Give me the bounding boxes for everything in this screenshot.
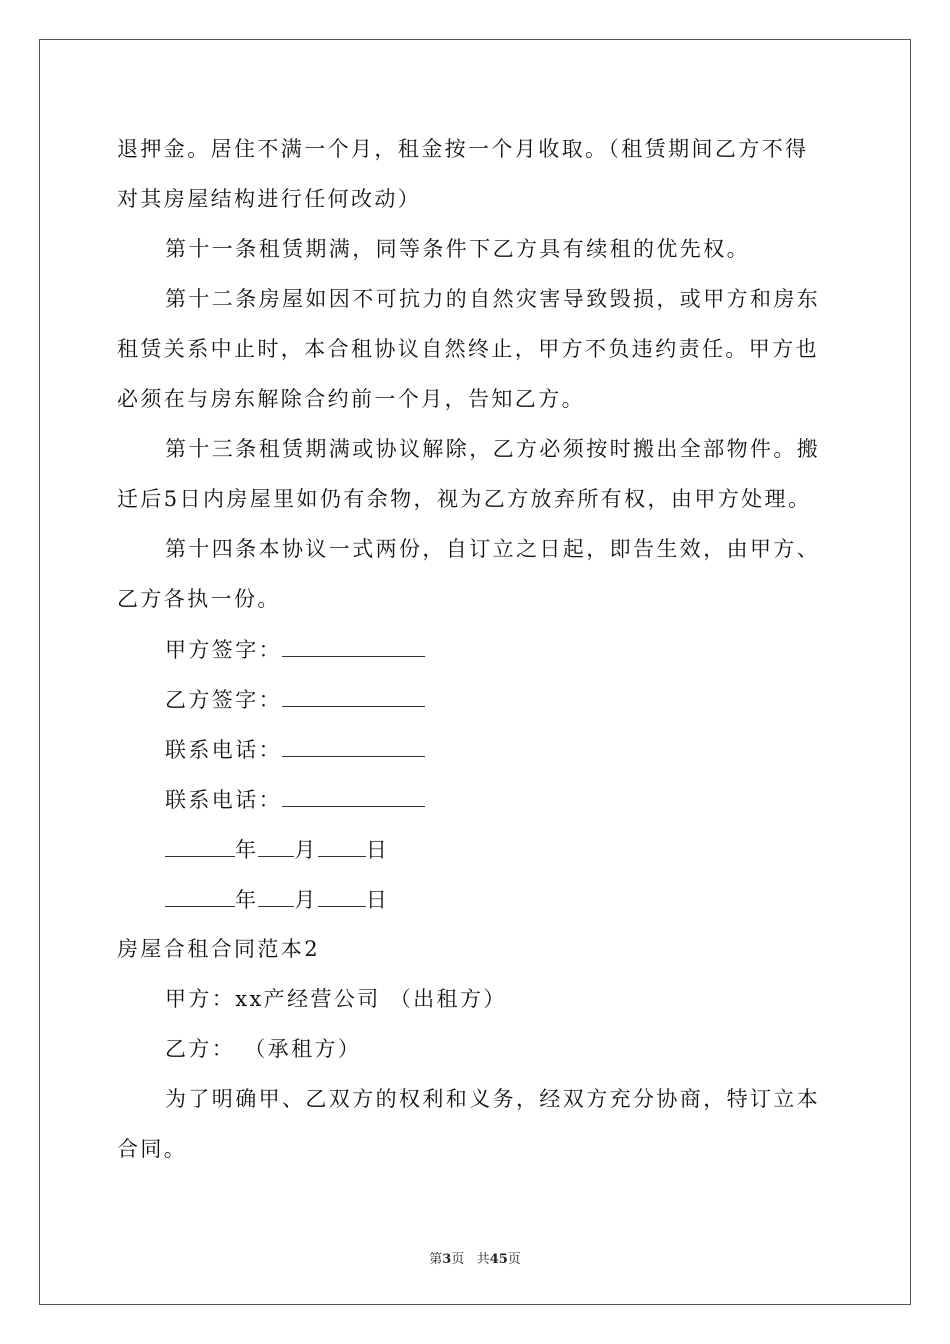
- date-1-month-label: 月: [294, 838, 318, 862]
- phone-2: [165, 786, 425, 813]
- phone-1-blank[interactable]: [282, 736, 425, 757]
- party-b-signature-label: 乙方签字：: [165, 688, 282, 712]
- date-2-day-blank[interactable]: [318, 886, 366, 907]
- clause-13-line-1: 第十三条租赁期满或协议解除，乙方必须按时搬出全部物件。搬: [165, 437, 821, 461]
- date-1-day-label: 日: [365, 838, 390, 862]
- date-1-day-blank[interactable]: [318, 836, 366, 857]
- clause-12-line-1: 第十二条房屋如因不可抗力的自然灾害导致毁损，或甲方和房东: [165, 287, 821, 311]
- clause-14-line-2: 乙方各执一份。: [117, 587, 281, 611]
- date-line-1: [165, 836, 389, 863]
- phone-1-label: 联系电话：: [165, 738, 282, 762]
- body-line-1: 退押金。居住不满一个月，租金按一个月收取。（租赁期间乙方不得: [117, 137, 809, 161]
- total-prefix: 共: [476, 1252, 490, 1267]
- phone-2-label: 联系电话：: [165, 788, 282, 812]
- intro-line-2: 合同。: [117, 1137, 188, 1161]
- phone-1: [165, 736, 425, 763]
- date-1-month-blank[interactable]: [258, 836, 294, 857]
- intro-line-1: 为了明确甲、乙双方的权利和义务，经双方充分协商，特订立本: [165, 1087, 821, 1111]
- phone-2-blank[interactable]: [282, 786, 425, 807]
- party-a-signature-label: 甲方签字：: [165, 638, 282, 662]
- page-footer: [0, 1248, 950, 1267]
- clause-13-line-2: 迁后5日内房屋里如仍有余物，视为乙方放弃所有权，由甲方处理。: [117, 487, 812, 511]
- date-2-year-label: 年: [235, 888, 259, 912]
- date-2-month-blank[interactable]: [258, 886, 294, 907]
- page-prefix: 第: [429, 1252, 443, 1267]
- date-2-month-label: 月: [294, 888, 318, 912]
- date-1-year-label: 年: [235, 838, 259, 862]
- clause-12-line-2: 租赁关系中止时，本合租协议自然终止，甲方不负违约责任。甲方也: [117, 337, 819, 361]
- date-2-year-blank[interactable]: [165, 886, 235, 907]
- date-1-year-blank[interactable]: [165, 836, 235, 857]
- party-b-line: 乙方： （承租方）: [165, 1037, 362, 1061]
- clause-14-line-1: 第十四条本协议一式两份，自订立之日起，即告生效，由甲方、: [165, 537, 821, 561]
- page-border: [39, 39, 911, 1305]
- party-b-signature: [165, 686, 425, 713]
- total-pages: 45: [489, 1252, 508, 1267]
- clause-11: 第十一条租赁期满，同等条件下乙方具有续租的优先权。: [165, 237, 750, 261]
- page-suffix: 页: [451, 1252, 465, 1267]
- body-line-2: 对其房屋结构进行任何改动）: [117, 187, 422, 211]
- total-suffix: 页: [507, 1252, 521, 1267]
- party-a-signature: [165, 636, 425, 663]
- party-b-signature-blank[interactable]: [282, 686, 425, 707]
- date-2-day-label: 日: [365, 888, 390, 912]
- section-title: 房屋合租合同范本2: [117, 937, 320, 961]
- party-a-line: 甲方：xx产经营公司 （出租方）: [165, 987, 507, 1011]
- party-a-signature-blank[interactable]: [282, 636, 425, 657]
- clause-12-line-3: 必须在与房东解除合约前一个月，告知乙方。: [117, 387, 585, 411]
- page-number: 3: [442, 1252, 452, 1267]
- date-line-2: [165, 886, 389, 913]
